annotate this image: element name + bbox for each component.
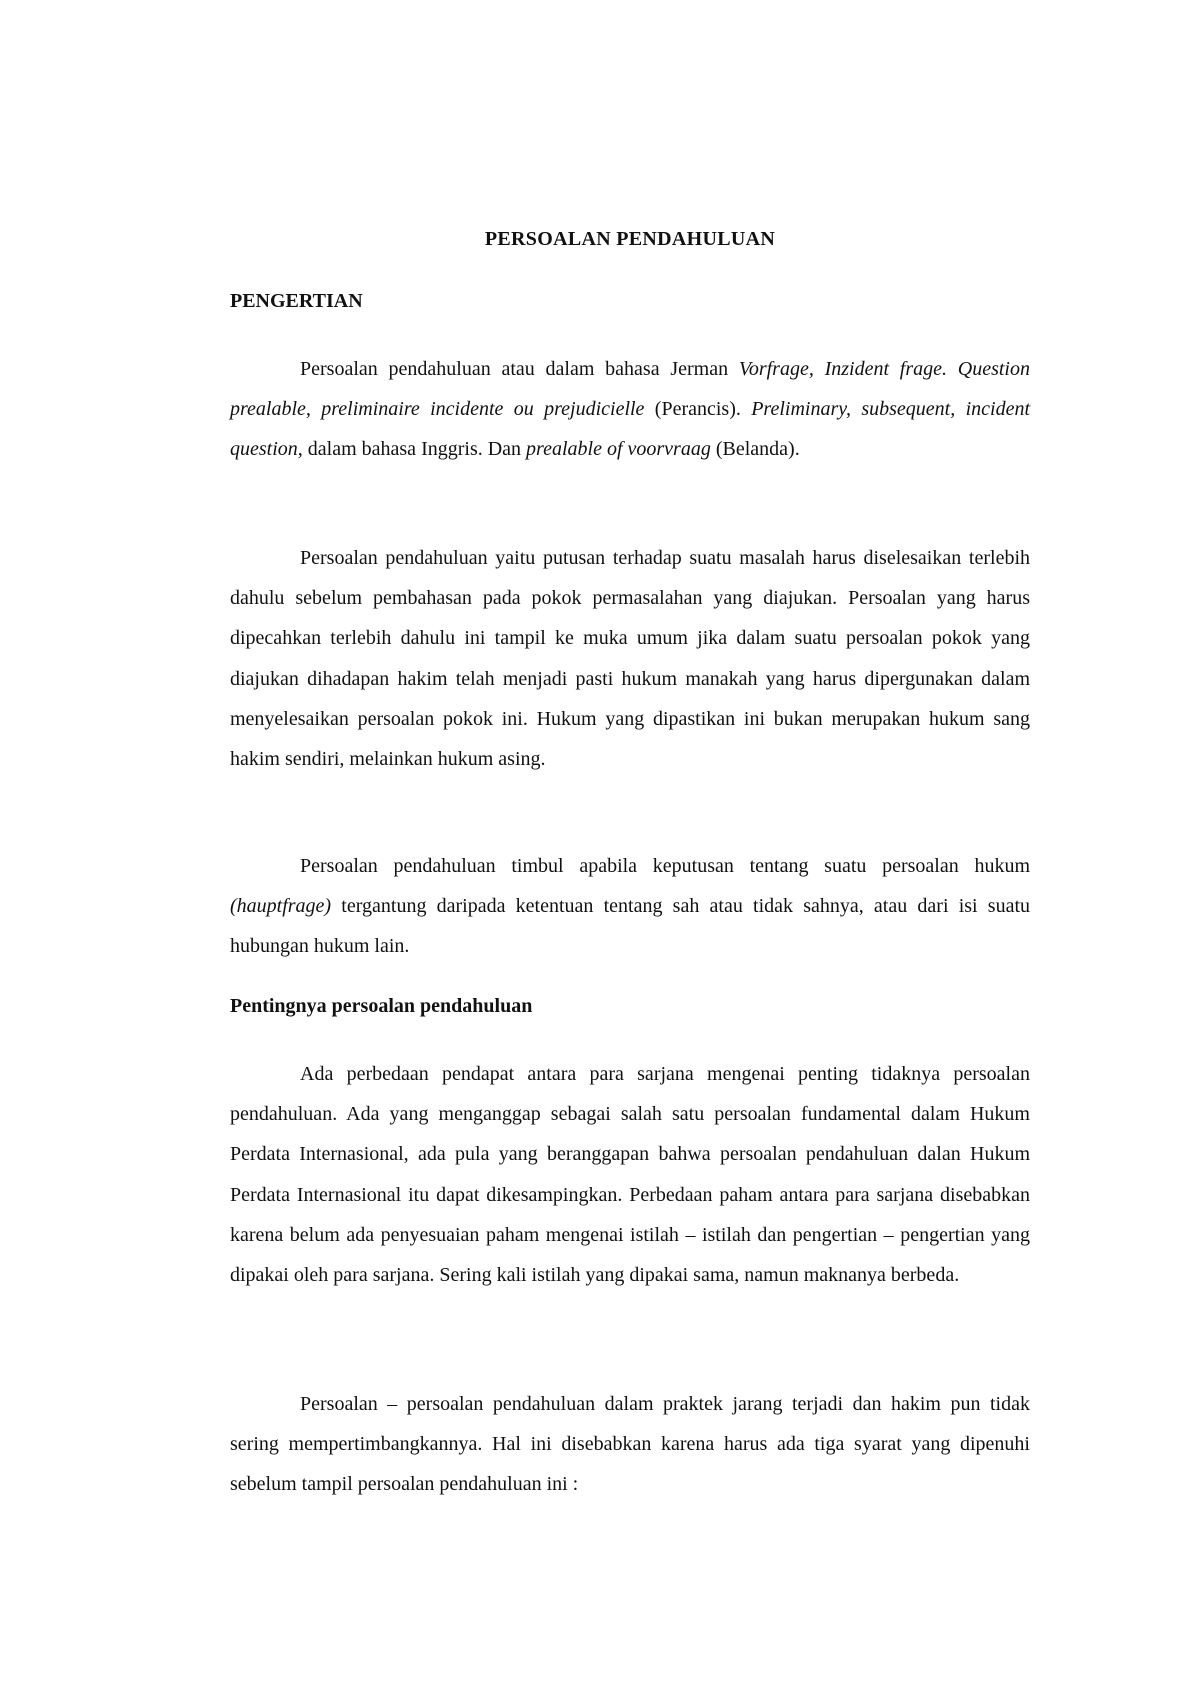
paragraph-text: Persoalan pendahuluan timbul apabila keputusan tentang suatu persoalan hukum (300, 855, 1030, 877)
paragraph-opinions: Ada perbedaan pendapat antara para sarjana mengenai penting tidaknya persoalan pendahuluan. Ada yang menganggap sebagai salah satu persoalan fundamental dalam Hukum Perdata Internasional, ada pula yang beranggapan bahwa persoalan pendahuluan dalan Hukum Perdata Internasional itu dapat dikesampingkan. Perbedaan paham antara para sarjana disebabkan karena belum ada penyesuaian paham mengenai istilah – istilah dan pengertian – pengertian yang dipakai oleh para sarjana. Sering kali istilah yang dipakai sama, namun maknanya berbeda. (230, 1063, 1030, 1287)
paragraph-occurrence (230, 846, 1030, 967)
italic-term: prealable of voorvraag (526, 438, 711, 461)
italic-term: (hauptfrage) (230, 895, 332, 918)
paragraph-conditions: Persoalan – persoalan pendahuluan dalam praktek jarang terjadi dan hakim pun tidak sering mempertimbangkannya. Hal ini disebabkan karena harus ada tiga syarat yang dipenuhi sebelum tampil persoalan pendahuluan ini : (230, 1393, 1030, 1496)
paragraph-explanation: Persoalan pendahuluan yaitu putusan terhadap suatu masalah harus diselesaikan terlebih dahulu sebelum pembahasan pada pokok permasalahan yang diajukan. Persoalan yang harus dipecahkan terlebih dahulu ini tampil ke muka umum jika dalam suatu persoalan pokok yang diajukan dihadapan hakim telah menjadi pasti hukum manakah yang harus dipergunakan dalam menyelesaikan persoalan pokok ini. Hukum yang dipastikan ini bukan merupakan hukum sang hakim sendiri, melainkan hukum asing. (230, 547, 1030, 771)
italic-term: Preliminary, subsequent, incident question, (230, 398, 1030, 461)
paragraph-text: tergantung daripada ketentuan tentang sah atau tidak sahnya, atau dari isi suatu hubungan hukum lain. (230, 895, 1030, 958)
paragraph-definition (230, 349, 1030, 470)
document-page (230, 0, 1030, 1696)
italic-term: Vorfrage, Inzident frage. Question prealable, preliminaire incidente ou prejudicielle (230, 358, 1030, 421)
paragraph-text: dalam bahasa Inggris. Dan (302, 438, 527, 461)
section-heading-pengertian: PENGERTIAN (230, 290, 363, 312)
paragraph-text: Persoalan pendahuluan atau dalam bahasa Jerman (300, 358, 739, 380)
paragraph-text: (Belanda). (710, 438, 800, 461)
paragraph-text: (Perancis). (644, 398, 752, 421)
document-title: PERSOALAN PENDAHULUAN (484, 228, 776, 250)
subheading-importance: Pentingnya persoalan pendahuluan (230, 995, 533, 1017)
